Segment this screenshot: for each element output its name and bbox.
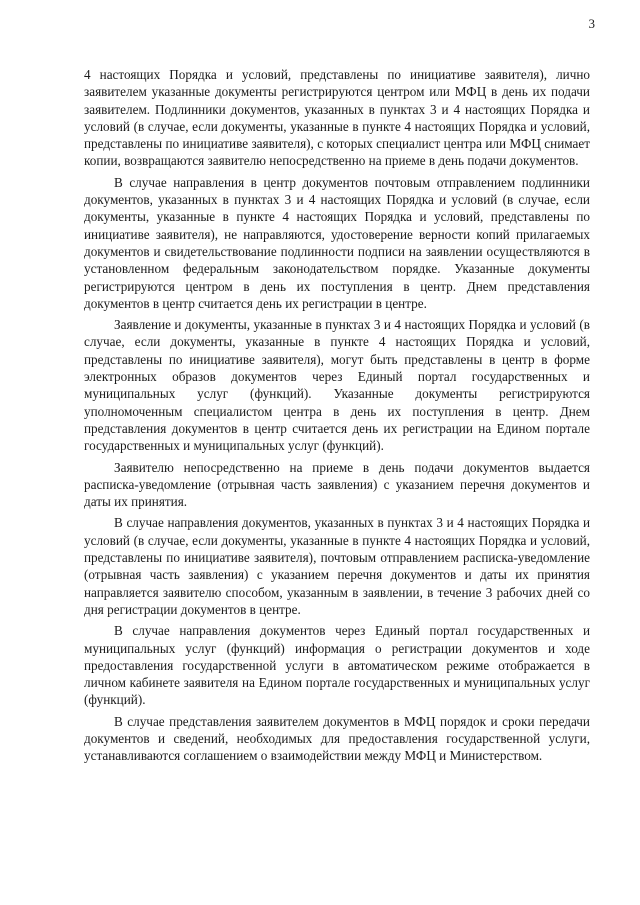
document-body <box>84 66 590 769</box>
paragraph: В случае направления документов, указанных в пунктах 3 и 4 настоящих Порядка и условий (в случае, если документы, указанные в пункте 4 настоящих Порядка и условий, представлены по инициативе заявителя), почтовым отправлением расписка-уведомление (отрывная часть заявления) с указанием перечня документов и даты их принятия направляется заявителю способом, указанным в заявлении, в течение 3 рабочих дней со дня регистрации документов в центре. <box>84 515 590 617</box>
paragraph: В случае представления заявителем документов в МФЦ порядок и сроки передачи документов и сведений, необходимых для предоставления государственной услуги, устанавливаются соглашением о взаимодействии между МФЦ и Министерством. <box>84 713 590 764</box>
paragraph: Заявление и документы, указанные в пунктах 3 и 4 настоящих Порядка и условий (в случае, если документы, указанные в пункте 4 настоящих Порядка и условий, представлены по инициативе заявителя), могут быть представлены в центр в форме электронных образов документов через Единый портал государственных и муниципальных услуг (функций). Указанные документы регистрируются уполномоченным специалистом центра в день их поступления в центр. Днем представления документов в центр считается день их регистрации на Едином портале государственных и муниципальных услуг (функций). <box>84 317 590 454</box>
page-number: 3 <box>588 16 595 31</box>
paragraph: В случае направления документов через Единый портал государственных и муниципальных услуг (функций) информация о регистрации документов и ходе предоставления государственной услуги в автоматическом режиме отображается в личном кабинете заявителя на Едином портале государственных и муниципальных услуг (функций). <box>84 623 590 708</box>
paragraph: 4 настоящих Порядка и условий, представлены по инициативе заявителя), лично заявителем указанные документы регистрируются центром или МФЦ в день их подачи заявителем. Подлинники документов, указанных в пунктах 3 и 4 настоящих Порядка и условий (в случае, если документы, указанные в пункте 4 настоящих Порядка и условий, представлены по инициативе заявителя), с которых специалист центра или МФЦ снимает копии, возвращаются заявителю непосредственно на приеме в день подачи документов. <box>84 67 590 169</box>
paragraph: Заявителю непосредственно на приеме в день подачи документов выдается расписка-уведомление (отрывная часть заявления) с указанием перечня документов и даты их принятия. <box>84 459 590 510</box>
paragraph: В случае направления в центр документов почтовым отправлением подлинники документов, указанных в пунктах 3 и 4 настоящих Порядка и условий (в случае, если документы, указанные в пункте 4 настоящих Порядка и условий, представлены по инициативе заявителя), не направляются, удостоверение верности копий прилагаемых документов и свидетельствование подлинности подписи на заявлении осуществляются в установленном федеральным законодательством порядке. Указанные документы регистрируются центром в день их поступления в центр. Днем представления документов в центр считается день их регистрации в центре. <box>84 174 590 311</box>
